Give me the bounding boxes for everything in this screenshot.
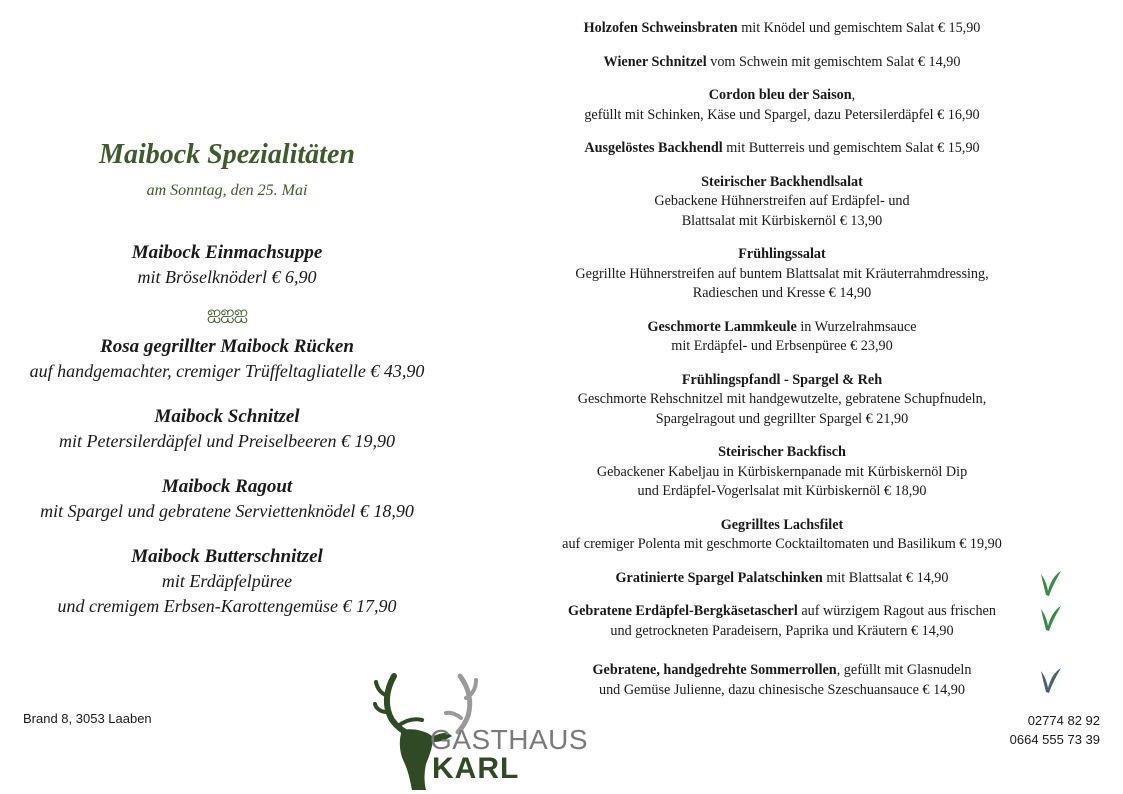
special-dish-name: Maibock Ragout (161, 476, 293, 497)
menu-item-description: Gegrillte Hühnerstreifen auf buntem Blattsalat mit Kräuterrahmdressing, (575, 265, 989, 282)
menu-item (528, 318, 1036, 357)
special-dish (18, 240, 436, 290)
logo-name-text: KARL (432, 752, 520, 785)
menu-item-line (528, 19, 1036, 39)
menu-item-line (528, 337, 1036, 357)
menu-item-description: in Wurzelrahmsauce (796, 318, 917, 335)
special-dish-description: mit Spargel und gebratene Serviettenknödel € 18,90 (40, 501, 414, 521)
menu-item-line (528, 681, 1036, 701)
menu-item-line (528, 371, 1036, 391)
menu-item-line (528, 482, 1036, 502)
special-dish-description: mit Bröselknöderl € 6,90 (137, 267, 317, 287)
menu-item-name: Gebratene Erdäpfel-Bergkäsetascherl (568, 603, 798, 619)
menu-item-description: auf cremiger Polenta mit geschmorte Cocktailtomaten und Basilikum € 19,90 (562, 536, 1002, 552)
menu-item-name: Ausgelöstes Backhendl (584, 140, 723, 156)
menu-item-name: Geschmorte Lammkeule (647, 318, 797, 335)
address: Brand 8, 3053 Laaben (23, 711, 152, 726)
menu-item-description: auf würzigem Ragout aus frischen (797, 603, 996, 619)
menu-item-description: mit Erdäpfel- und Erbsenpüree € 23,90 (671, 338, 893, 354)
main-menu (528, 19, 1036, 714)
menu-item-name: Gratinierte Spargel Palatschinken (615, 569, 823, 586)
menu-item-description: , (851, 87, 856, 103)
menu-item-name: Holzofen Schweinsbraten (583, 20, 738, 36)
special-dish (18, 474, 436, 524)
special-dish-description: auf handgemachter, cremiger Trüffeltagliatelle € 43,90 (29, 361, 425, 381)
phone-landline: 02774 82 92 (1027, 713, 1100, 728)
menu-item-line (528, 569, 1036, 589)
vegetarian-leaf-icon (1040, 569, 1062, 597)
menu-item-name: Gebratene, handgedrehte Sommerrollen (592, 662, 837, 678)
menu-item-line (528, 463, 1036, 483)
menu-item (528, 86, 1036, 125)
menu-item (528, 245, 1036, 304)
menu-item-name: Steirischer Backhendlsalat (701, 173, 863, 190)
phone-numbers (1010, 711, 1100, 749)
menu-item-name: Frühlingssalat (738, 246, 826, 262)
menu-item-name: Gegrilltes Lachsfilet (720, 516, 844, 533)
menu-item (528, 173, 1036, 232)
menu-item (528, 569, 1036, 589)
menu-item-line (528, 192, 1036, 212)
special-dish-description: mit Petersilerdäpfel und Preiselbeeren € 19,90 (59, 431, 395, 451)
menu-item-line (528, 245, 1036, 265)
menu-item-line (528, 106, 1036, 126)
menu-item-description: vom Schwein mit gemischtem Salat € 14,90 (706, 53, 961, 70)
menu-item-line (528, 535, 1036, 555)
menu-item-line (528, 173, 1036, 193)
menu-item-description: Blattsalat mit Kürbiskernöl € 13,90 (681, 212, 883, 229)
menu-item-line (528, 602, 1036, 622)
menu-item-description: mit Blattsalat € 14,90 (822, 569, 949, 586)
menu-item-description: und Erdäpfel-Vogerlsalat mit Kürbiskernöl € 18,90 (637, 483, 927, 499)
phone-mobile: 0664 555 73 39 (1009, 732, 1100, 747)
menu-item-line (528, 53, 1036, 73)
special-title: Maibock Spezialitäten (99, 139, 355, 170)
menu-item-description: Gebackener Kabeljau in Kürbiskernpanade mit Kürbiskernöl Dip (596, 463, 968, 480)
menu-item-description: Spargelragout und gegrillter Spargel € 21,90 (655, 410, 909, 427)
special-date: am Sonntag, den 25. Mai (146, 182, 308, 199)
special-dish-name: Maibock Schnitzel (154, 406, 300, 427)
vegetarian-leaf-icon (1040, 604, 1062, 632)
special-menu (18, 138, 436, 639)
menu-item (528, 516, 1036, 555)
menu-item-line (528, 516, 1036, 536)
menu-item-line (528, 661, 1036, 681)
menu-item (528, 139, 1036, 159)
menu-item-line (528, 86, 1036, 106)
menu-item-line (528, 410, 1036, 430)
vegan-leaf-icon (1040, 666, 1062, 694)
menu-item-line (528, 265, 1036, 285)
menu-item-line (528, 318, 1036, 338)
gasthaus-logo (372, 670, 602, 792)
menu-item-line (528, 390, 1036, 410)
menu-item-name: Cordon bleu der Saison (708, 87, 852, 103)
menu-item-description: und Gemüse Julienne, dazu chinesische Szeschuansauce € 14,90 (598, 681, 965, 698)
special-dish-name: Maibock Butterschnitzel (131, 546, 323, 567)
menu-item-line (528, 212, 1036, 232)
special-dish-description: und cremigem Erbsen-Karottengemüse € 17,90 (57, 596, 397, 616)
menu-item-description: Gebackene Hühnerstreifen auf Erdäpfel- und (654, 193, 910, 209)
special-dish-name: Rosa gegrillter Maibock Rücken (100, 336, 354, 357)
menu-item-line (528, 622, 1036, 642)
menu-item-description: und getrockneten Paradeisern, Paprika und Kräutern € 14,90 (610, 622, 954, 639)
special-dish-list (18, 240, 436, 619)
menu-item-description: gefüllt mit Schinken, Käse und Spargel, dazu Petersilerdäpfel € 16,90 (584, 106, 980, 123)
menu-item-name: Steirischer Backfisch (718, 444, 846, 460)
menu-item (528, 443, 1036, 502)
menu-item (528, 371, 1036, 430)
menu-item-name: Frühlingspfandl - Spargel & Reh (681, 371, 883, 388)
special-dish (18, 544, 436, 619)
logo-gasthaus-text: GASTHAUS (430, 724, 589, 755)
menu-item (528, 602, 1036, 641)
menu-item-line (528, 139, 1036, 159)
menu-item (528, 19, 1036, 39)
menu-item-description: mit Knödel und gemischtem Salat € 15,90 (737, 20, 981, 36)
menu-item-description: , gefüllt mit Glasnudeln (836, 662, 972, 678)
special-dish (18, 334, 436, 384)
menu-item-description: Geschmorte Rehschnitzel mit handgewutzelte, gebratene Schupfnudeln, (577, 391, 987, 407)
menu-item-description: mit Butterreis und gemischtem Salat € 15,90 (722, 140, 980, 156)
special-dish (18, 404, 436, 454)
menu-item-name: Wiener Schnitzel (603, 53, 707, 70)
menu-item (528, 53, 1036, 73)
menu-item-line (528, 284, 1036, 304)
special-dish-description: mit Erdäpfelpüree (161, 571, 293, 591)
menu-item (528, 661, 1036, 700)
special-dish-name: Maibock Einmachsuppe (131, 242, 323, 263)
menu-item-description: Radieschen und Kresse € 14,90 (692, 285, 872, 301)
ornament-divider: ஐஐஐ (206, 302, 248, 322)
menu-item-line (528, 443, 1036, 463)
